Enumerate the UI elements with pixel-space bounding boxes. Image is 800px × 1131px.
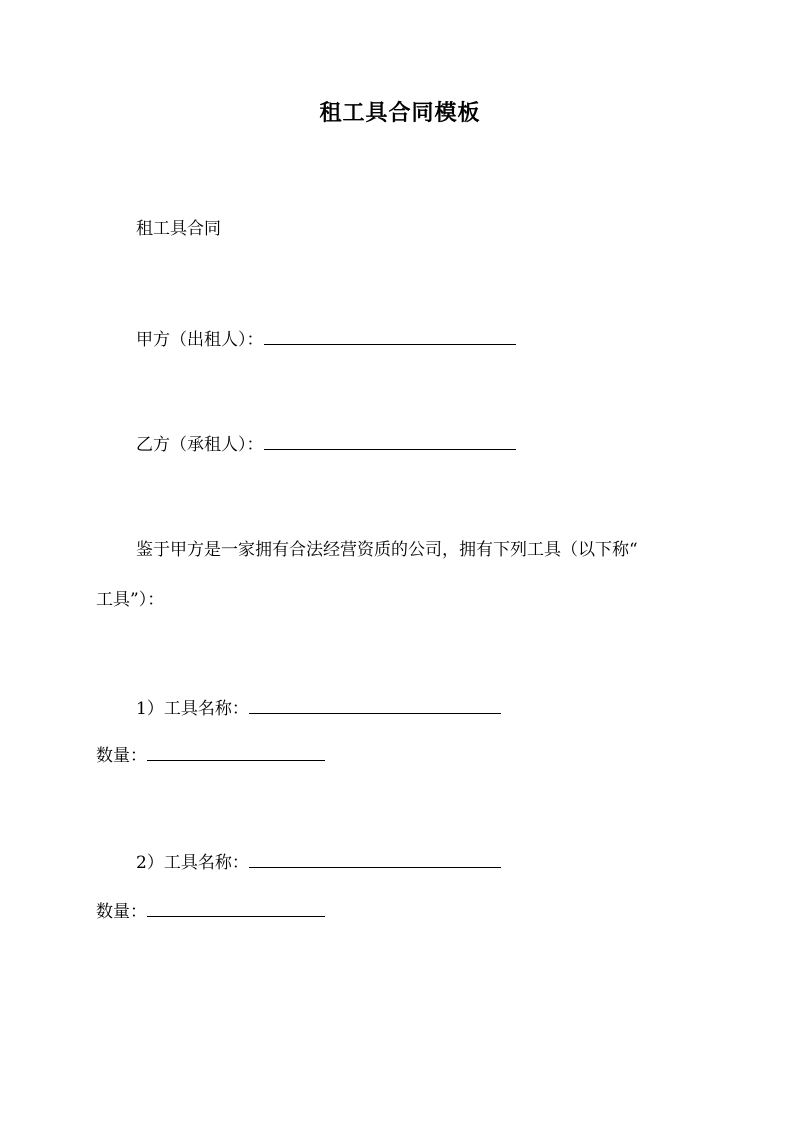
party-b-line bbox=[136, 431, 516, 457]
intro-paragraph-line-2: 工具”）： bbox=[96, 590, 165, 610]
tool-1-name-blank[interactable] bbox=[249, 695, 501, 714]
tool-2-name-line bbox=[136, 849, 501, 875]
tool-2-quantity-line bbox=[96, 898, 325, 924]
intro-paragraph-line-1: 鉴于甲方是一家拥有合法经营资质的公司，拥有下列工具（以下称“ bbox=[136, 540, 638, 560]
party-b-blank[interactable] bbox=[264, 431, 516, 450]
party-a-blank[interactable] bbox=[264, 326, 516, 345]
tool-2-quantity-blank[interactable] bbox=[147, 898, 325, 917]
party-a-label: 甲方（出租人）： bbox=[136, 330, 264, 350]
tool-2-name-blank[interactable] bbox=[249, 849, 501, 868]
tool-1-quantity-line bbox=[96, 742, 325, 768]
tool-1-name-line bbox=[136, 695, 501, 721]
party-b-label: 乙方（承租人）： bbox=[136, 435, 264, 455]
tool-2-quantity-label: 数量： bbox=[96, 902, 147, 922]
tool-2-name-label: 2）工具名称： bbox=[136, 853, 249, 873]
tool-1-quantity-label: 数量： bbox=[96, 746, 147, 766]
contract-subject: 租工具合同 bbox=[136, 219, 221, 239]
tool-1-name-label: 1）工具名称： bbox=[136, 699, 249, 719]
document-title: 租工具合同模板 bbox=[319, 100, 481, 126]
tool-1-quantity-blank[interactable] bbox=[147, 742, 325, 761]
party-a-line bbox=[136, 326, 516, 352]
